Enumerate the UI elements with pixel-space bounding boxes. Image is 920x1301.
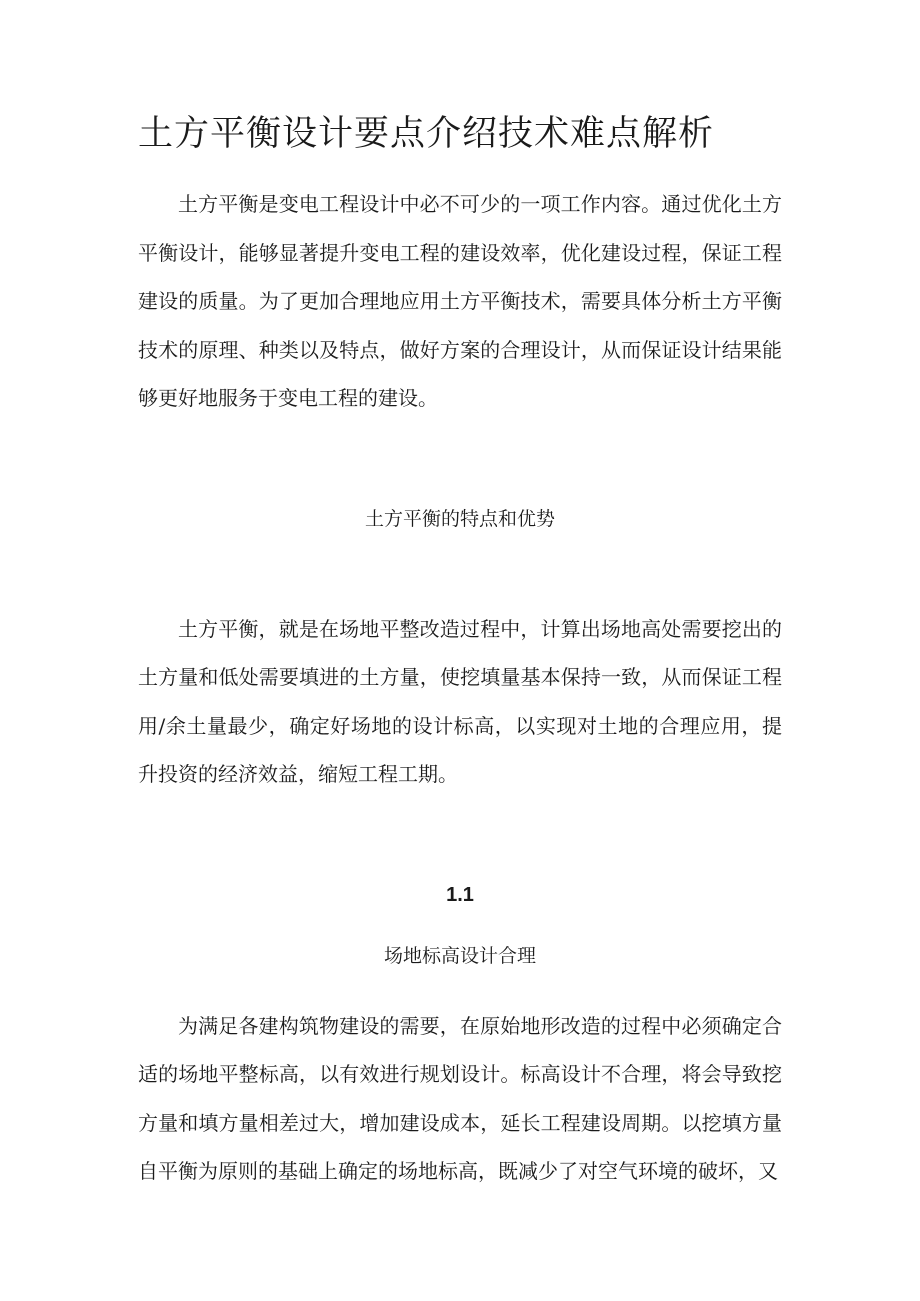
- intro-paragraph: 土方平衡是变电工程设计中必不可少的一项工作内容。通过优化土方平衡设计，能够显著提升变电工程的建设效率，优化建设过程，保证工程建设的质量。为了更加合理地应用土方平衡技术，需要具体分析土方平衡技术的原理、种类以及特点，做好方案的合理设计，从而保证设计结果能够更好地服务于变电工程的建设。: [138, 192, 782, 410]
- subsection-number: 1.1: [446, 883, 474, 906]
- section-paragraph: 土方平衡，就是在场地平整改造过程中，计算出场地高处需要挖出的土方量和低处需要填进的土方量，使挖填量基本保持一致，从而保证工程用/余土量最少，确定好场地的设计标高，以实现对土地的合理应用，提升投资的经济效益，缩短工程工期。: [138, 616, 782, 786]
- document-title: 土方平衡设计要点介绍技术难点解析: [138, 114, 715, 154]
- document-page: [138, 108, 782, 1196]
- section-heading: 土方平衡的特点和优势: [364, 507, 555, 530]
- subsection-heading: 场地标高设计合理: [383, 944, 536, 967]
- subsection-paragraph: 为满足各建构筑物建设的需要，在原始地形改造的过程中必须确定合适的场地平整标高，以有效进行规划设计。标高设计不合理，将会导致挖方量和填方量相差过大，增加建设成本，延长工程建设周期。以挖填方量自平衡为原则的基础上确定的场地标高，既减少了对空气环境的破坏，又: [138, 1013, 782, 1183]
